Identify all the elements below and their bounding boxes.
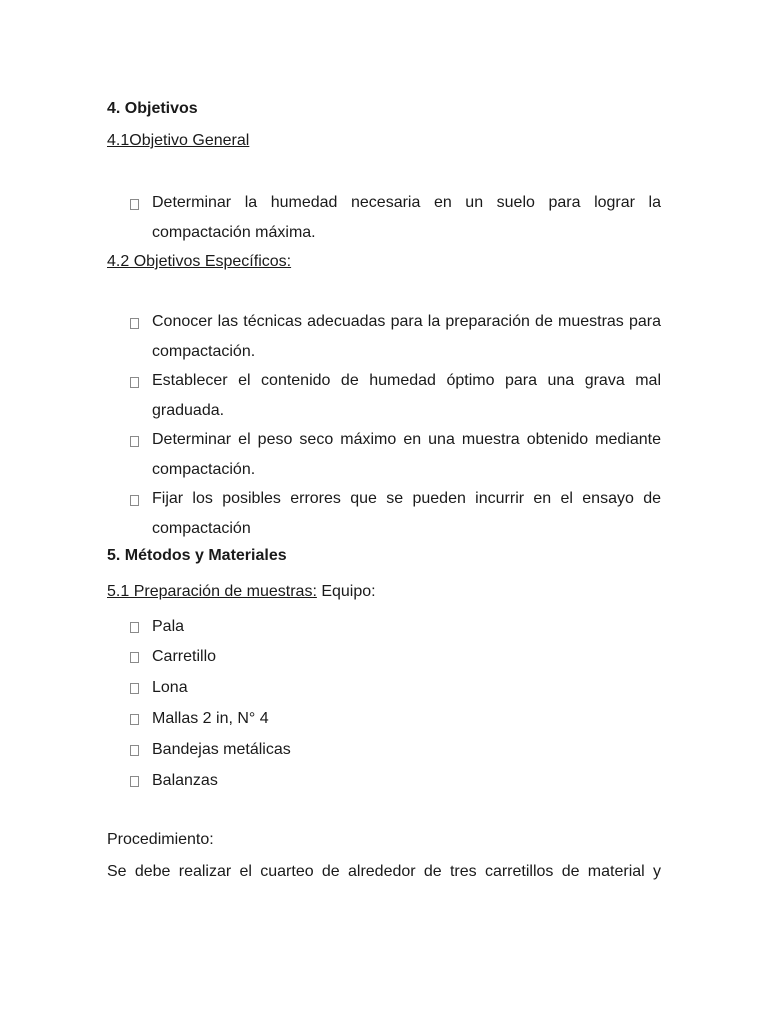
bullet-box-icon [130, 199, 139, 210]
section-4-2-heading: 4.2 Objetivos Específicos: [107, 253, 292, 270]
bullet-box-icon [130, 622, 139, 633]
bullet-box-icon [130, 652, 139, 663]
equipment-text: Lona [152, 679, 188, 696]
procedure-label: Procedimiento: [107, 831, 214, 848]
procedure-text: Se debe realizar el cuarteo de alrededor de tres carretillos de material y [107, 863, 661, 880]
equipment-text: Pala [152, 618, 185, 635]
equipment-text: Mallas 2 in, N° 4 [152, 710, 269, 727]
section-5-1-heading-underlined: 5.1 Preparación de muestras: [107, 583, 317, 600]
section-4-1-heading: 4.1Objetivo General [107, 132, 250, 149]
bullet-box-icon [130, 683, 139, 694]
bullet-box-icon [130, 318, 139, 329]
specific-objective-text: Establecer el contenido de humedad óptimo para una grava mal graduada. [152, 372, 661, 419]
equipment-text: Balanzas [152, 772, 218, 789]
specific-objective-text: Fijar los posibles errores que se pueden incurrir en el ensayo de compactación [152, 490, 661, 537]
bullet-box-icon [130, 745, 139, 756]
bullet-box-icon [130, 436, 139, 447]
equipment-text: Carretillo [152, 648, 217, 665]
bullet-box-icon [130, 377, 139, 388]
section-5-1-heading-rest: Equipo: [316, 583, 376, 600]
specific-objective-text: Determinar el peso seco máximo en una muestra obtenido mediante compactación. [152, 431, 661, 478]
bullet-box-icon [130, 776, 139, 787]
general-objective-text: Determinar la humedad necesaria en un suelo para lograr la compactación máxima. [152, 194, 661, 241]
specific-objective-text: Conocer las técnicas adecuadas para la preparación de muestras para compactación. [152, 313, 661, 360]
section-5-title: 5. Métodos y Materiales [107, 547, 287, 564]
bullet-box-icon [130, 714, 139, 725]
bullet-box-icon [130, 495, 139, 506]
section-4-title: 4. Objetivos [107, 100, 198, 117]
equipment-text: Bandejas metálicas [152, 741, 291, 758]
section-5-1-heading [107, 582, 376, 602]
